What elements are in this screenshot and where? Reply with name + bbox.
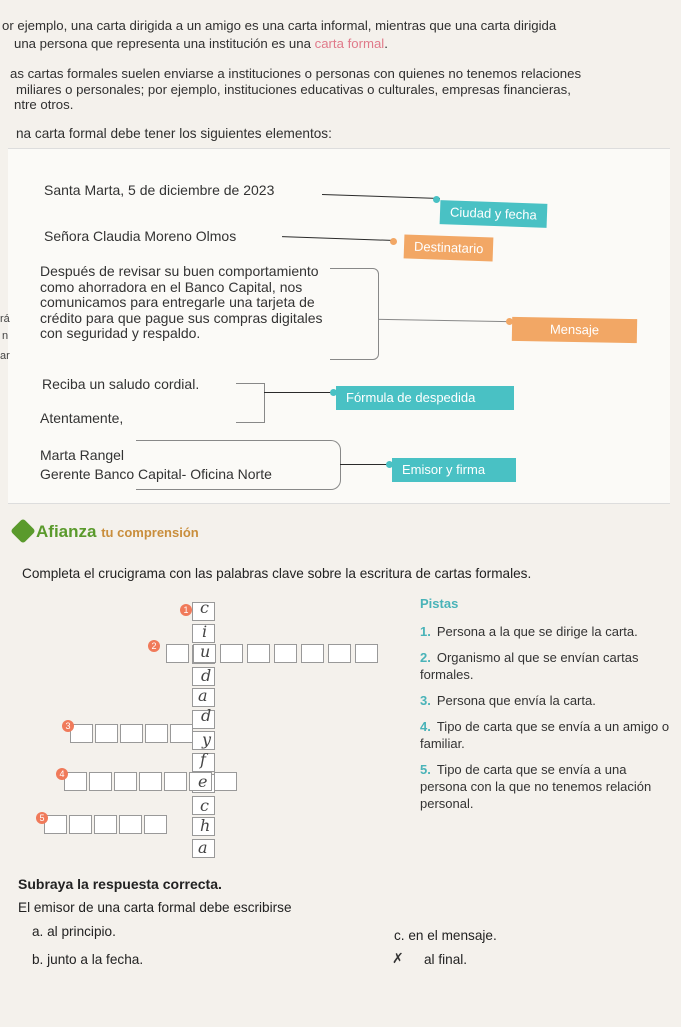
farewell-connector [264,392,332,393]
crossword-cell[interactable] [89,772,112,791]
letter-date: Santa Marta, 5 de diciembre de 2023 [44,182,275,198]
intro-line-2-end: . [384,36,388,51]
letter-body [40,264,323,342]
letter-closing: Atentamente, [40,410,124,426]
handwritten-letter-1: c [200,598,209,617]
section-subtitle: tu comprensión [101,525,199,540]
crossword-cell[interactable] [274,644,297,663]
option-d[interactable]: al final. [424,952,468,967]
body-line-1: Después de revisar su buen comportamiento [40,263,319,279]
handwritten-letter-5: a [198,686,208,705]
crossword-cell[interactable] [247,644,270,663]
crossword-cell[interactable] [119,815,142,834]
body-line-3: comunicamos para entregarle una tarjeta de [40,294,315,310]
crossword-cell[interactable] [355,644,378,663]
crossword-cell[interactable] [170,724,193,743]
section-title-main: Afianza [36,522,97,541]
body-line-5: con seguridad y respaldo. [40,325,201,341]
body-line-2: como ahorradora en el Banco Capital, nos [40,278,303,295]
intro-line-4: miliares o personales; por ejemplo, instituciones educativas o culturales, empresas financieras, [16,82,571,97]
option-b[interactable]: b. junto a la fecha. [32,952,144,967]
sender-bracket [136,440,341,490]
handwritten-letter-7: y [202,730,212,749]
clue-5 [420,761,675,812]
clues-panel [420,596,675,821]
intro-line-1: or ejemplo, una carta dirigida a un amigo es una carta informal, mientras que una carta dirigida [2,18,557,33]
letter-greeting: Reciba un saludo cordial. [42,376,200,392]
clue-4 [420,718,675,752]
handwritten-letter-10: c [200,796,209,815]
handwritten-letter-9: e [198,772,208,791]
crossword-cell[interactable] [144,815,167,834]
clue-2-text: Organismo al que se envían cartas formales. [420,650,639,682]
intro-line-2-text: una persona que representa una institución es una [14,36,315,51]
body-line-4: crédito para que pague sus compras digitales [40,309,323,326]
crossword-cell[interactable] [328,644,351,663]
signature-title: Gerente Banco Capital- Oficina Norte [40,466,272,482]
clue-1 [420,623,675,640]
crossword-number-4: 4 [56,768,68,780]
crossword-instruction: Completa el crucigrama con las palabras clave sobre la escritura de cartas formales. [22,566,532,581]
intro-line-3: as cartas formales suelen enviarse a instituciones o personas con quienes no tenemos relaciones [10,66,582,81]
margin-fragment-2: n [2,330,9,342]
label-mensaje: Mensaje [512,317,637,343]
clue-4-number: 4. [420,719,431,734]
crossword-cell[interactable] [214,772,237,791]
label-destinatario: Destinatario [404,234,494,261]
margin-fragment-3: ar [0,350,10,362]
intro-line-2 [14,36,388,52]
clue-2 [420,649,675,683]
date-dot [433,196,440,203]
crossword-cell[interactable] [69,815,92,834]
clue-3-number: 3. [420,693,431,708]
crossword-cell[interactable] [120,724,143,743]
label-emisor-firma: Emisor y firma [392,458,516,482]
clue-3 [420,692,675,709]
letter-recipient: Señora Claudia Moreno Olmos [44,228,237,244]
crossword-number-5: 5 [36,812,48,824]
handwritten-letter-6: d [201,706,212,725]
sender-connector [340,464,390,465]
handwritten-letter-12: a [198,838,208,857]
carta-formal-term: carta formal [314,36,385,51]
crossword-cell[interactable] [166,644,189,663]
question-title: Subraya la respuesta correcta. [18,876,222,892]
margin-fragment-1: rá [0,313,10,325]
label-ciudad-fecha: Ciudad y fecha [440,200,548,228]
crossword-cell[interactable] [164,772,187,791]
clue-2-number: 2. [420,650,431,665]
section-icon [10,518,35,543]
farewell-bracket [236,383,265,423]
clue-5-number: 5. [420,762,431,777]
section-title [36,522,199,542]
option-d-mark-icon: ✗ [392,950,404,966]
intro-line-6: na carta formal debe tener los siguientes elementos: [16,126,332,141]
crossword-number-1: 1 [180,604,192,616]
crossword-cell[interactable] [114,772,137,791]
handwritten-letter-3: u [200,642,211,661]
message-bracket [330,268,379,360]
crossword-cell[interactable] [95,724,118,743]
clue-1-text: Persona a la que se dirige la carta. [436,624,638,639]
signature-name: Marta Rangel [40,447,125,463]
label-formula-despedida: Fórmula de despedida [336,386,514,410]
crossword-number-2: 2 [148,640,160,652]
crossword-cell[interactable] [139,772,162,791]
intro-line-5: ntre otros. [14,97,74,112]
crossword-number-3: 3 [62,720,74,732]
handwritten-letter-2: i [202,622,208,641]
crossword-cell[interactable] [220,644,243,663]
clue-4-text: Tipo de carta que se envía a un amigo o familiar. [420,719,670,751]
option-a[interactable]: a. al principio. [32,924,116,939]
crossword-cell[interactable] [301,644,324,663]
recipient-dot [390,238,397,245]
clue-1-number: 1. [420,624,431,639]
clues-title: Pistas [420,596,459,611]
handwritten-letter-8: f [200,750,206,769]
question-prompt: El emisor de una carta formal debe escribirse [18,900,292,915]
clue-3-text: Persona que envía la carta. [436,693,596,708]
crossword-cell[interactable] [94,815,117,834]
handwritten-letter-11: h [200,816,211,835]
crossword-cell[interactable] [145,724,168,743]
handwritten-letter-4: d [201,666,212,685]
option-c[interactable]: c. en el mensaje. [394,928,497,943]
clue-5-text: Tipo de carta que se envía a una persona con la que no tenemos relación personal. [420,762,652,811]
